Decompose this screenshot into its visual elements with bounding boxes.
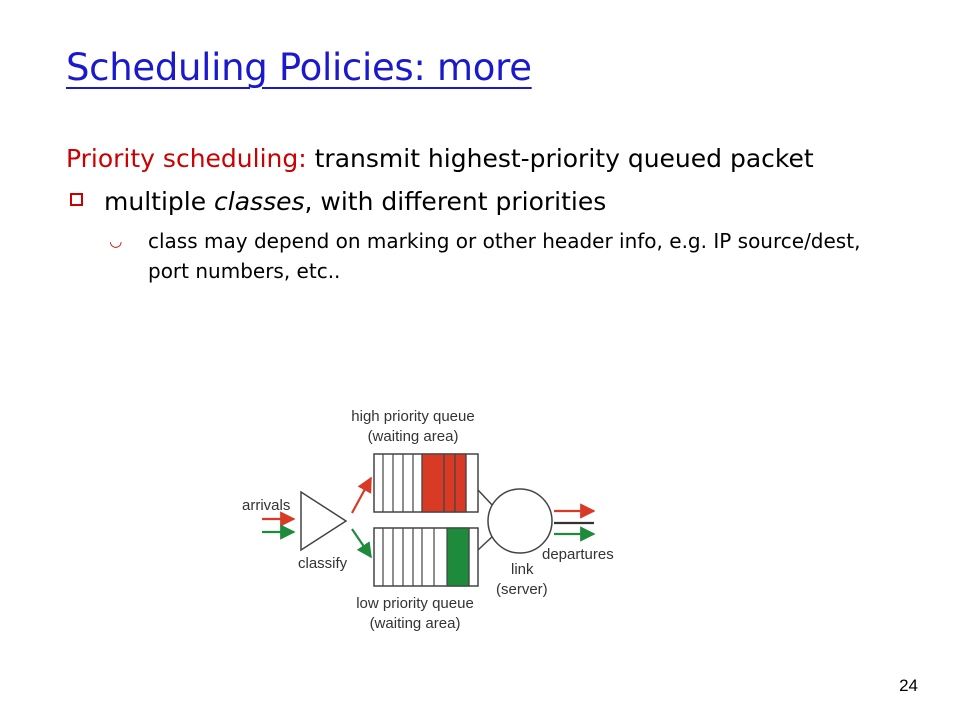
priority-queue-diagram xyxy=(226,395,646,645)
link-label: link xyxy=(511,561,534,578)
high-priority-packet xyxy=(422,454,444,512)
link-server-circle xyxy=(488,489,552,553)
classify-arrow-high xyxy=(352,478,371,513)
low-queue-label: low priority queue xyxy=(356,595,474,612)
bullet-1-emphasis: classes xyxy=(214,187,305,216)
square-bullet-icon xyxy=(70,193,83,206)
sub-bullet-1-text: class may depend on marking or other header info, e.g. IP source/dest, port numbers, etc.. xyxy=(148,229,861,283)
classifier-triangle xyxy=(301,492,346,550)
slide-title: Scheduling Policies: more xyxy=(66,46,532,89)
arrivals-label: arrivals xyxy=(242,497,291,514)
sub-bullet-icon: ◡ xyxy=(110,232,122,250)
intro-rest: transmit highest-priority queued packet xyxy=(306,144,814,173)
intro-term: Priority scheduling: xyxy=(66,144,307,173)
high-queue-sublabel: (waiting area) xyxy=(367,428,459,445)
intro-paragraph xyxy=(66,140,906,177)
page-number: 24 xyxy=(899,676,918,695)
high-priority-queue xyxy=(374,454,478,512)
bullet-1-post: , with different priorities xyxy=(304,187,607,216)
high-queue-to-link xyxy=(478,490,494,507)
sub-bullet-1 xyxy=(66,226,906,286)
classify-label: classify xyxy=(298,555,348,572)
bullet-1-pre: multiple xyxy=(104,187,215,216)
link-sublabel: (server) xyxy=(496,581,548,598)
low-queue-sublabel: (waiting area) xyxy=(369,615,461,632)
departures-label: departures xyxy=(542,546,614,563)
high-priority-packet xyxy=(444,454,455,512)
high-priority-packet xyxy=(455,454,466,512)
slide-body xyxy=(66,140,906,286)
high-queue-label: high priority queue xyxy=(351,408,475,425)
classify-arrow-low xyxy=(352,529,371,557)
bullet-1 xyxy=(66,183,906,220)
low-priority-queue xyxy=(374,528,478,586)
bullet-1-text xyxy=(104,187,606,216)
low-priority-packet xyxy=(447,528,469,586)
